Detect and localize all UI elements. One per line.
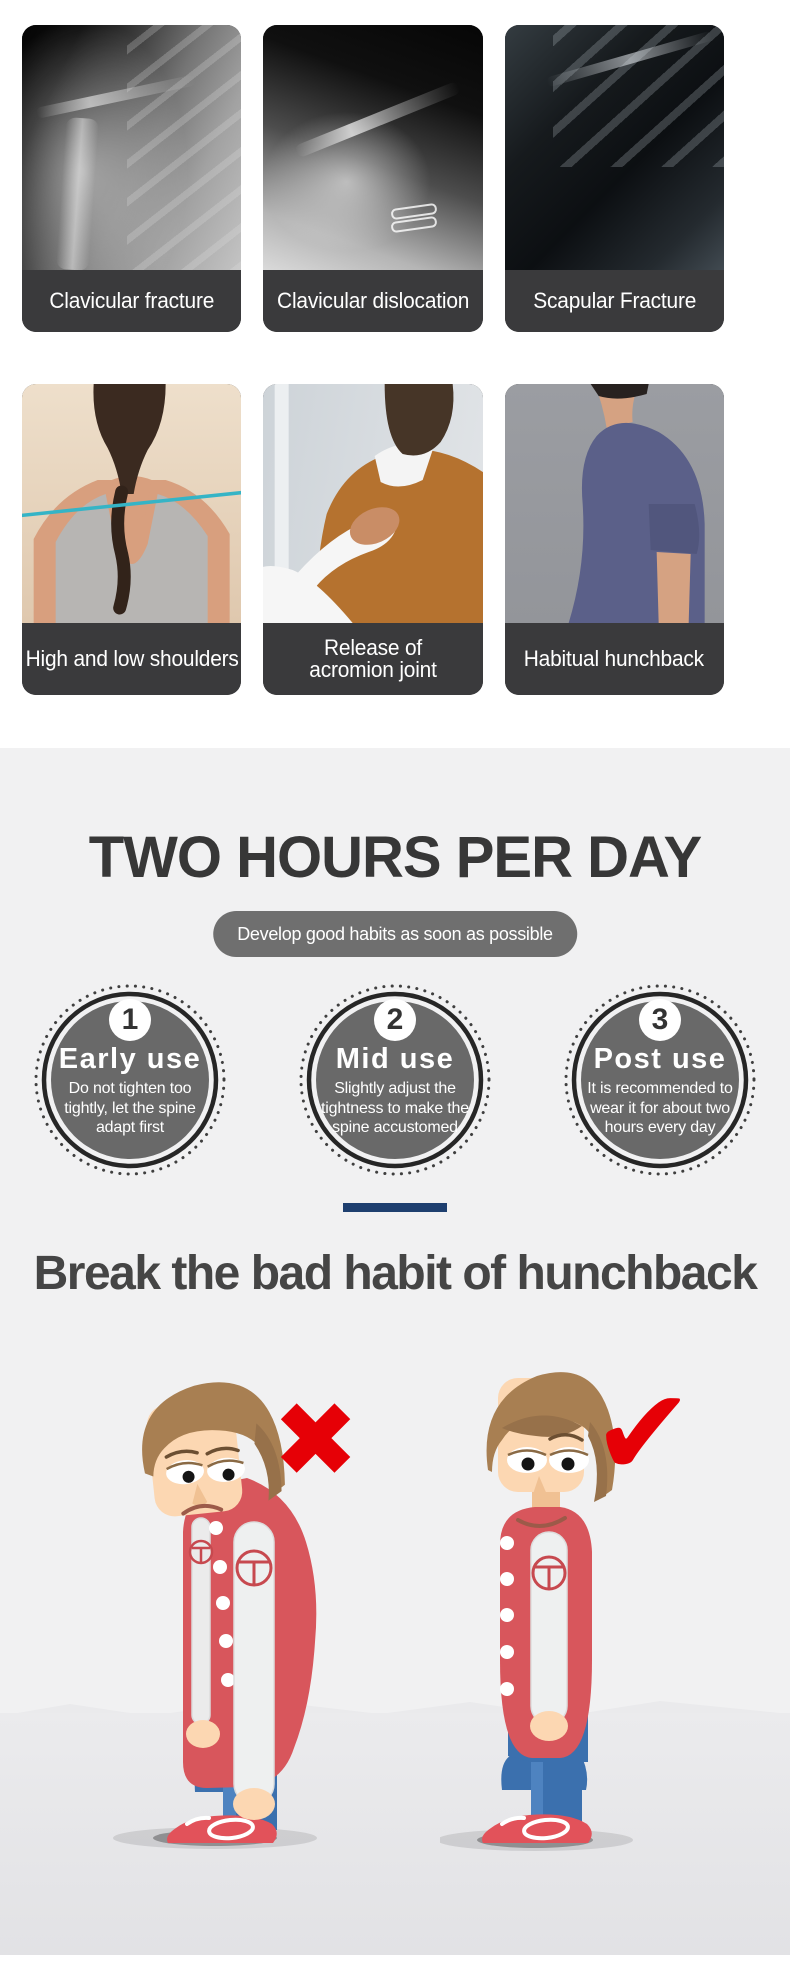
photo-high-low-shoulders — [22, 384, 241, 623]
hunched-man-photo-illustration — [505, 384, 724, 623]
step-title: Early use — [58, 1043, 202, 1075]
step-description: Slightly adjust the tightness to make the spine accustomed — [321, 1080, 469, 1137]
condition-label — [505, 270, 724, 332]
usage-step-3 — [562, 982, 758, 1178]
check-icon: ✔ — [592, 1362, 695, 1504]
usage-steps-row — [32, 982, 758, 1178]
step-description: Do not tighten too tightly, let the spine adapt first — [64, 1080, 196, 1137]
condition-card-scapular-fracture — [505, 25, 724, 332]
condition-label — [22, 623, 241, 695]
condition-label — [263, 270, 482, 332]
step-number-badge: 3 — [639, 999, 681, 1041]
condition-label-text: Habitual hunchback — [524, 645, 705, 671]
xray-clavicular-dislocation-image — [263, 25, 482, 270]
doctor-patient-illustration — [263, 384, 482, 623]
step-description: It is recommended to wear it for about two hours every day — [587, 1080, 733, 1137]
step-number-badge: 2 — [374, 999, 416, 1041]
usage-step-2 — [297, 982, 493, 1178]
condition-card-habitual-hunchback — [505, 384, 724, 695]
rib-streaks — [553, 25, 724, 167]
step-content — [562, 982, 758, 1178]
condition-card-clavicular-fracture — [22, 25, 241, 332]
xray-clavicular-fracture-image — [22, 25, 241, 270]
xray-conditions-row — [22, 25, 724, 332]
humerus-bone-highlight — [56, 117, 99, 270]
condition-card-clavicular-dislocation — [263, 25, 482, 332]
posture-conditions-row — [22, 384, 724, 695]
condition-label-text: Clavicular dislocation — [276, 287, 470, 313]
condition-label-text: Scapular Fracture — [532, 287, 696, 313]
woman-back-illustration — [22, 384, 241, 623]
photo-habitual-hunchback — [505, 384, 724, 623]
step-content — [32, 982, 228, 1178]
condition-label — [505, 623, 724, 695]
habit-heading: Break the bad habit of hunchback — [33, 1247, 757, 1300]
section-divider-bar — [343, 1203, 447, 1212]
step-content — [297, 982, 493, 1178]
condition-label — [22, 270, 241, 332]
step-title: Post use — [593, 1043, 727, 1075]
condition-card-high-low-shoulders — [22, 384, 241, 695]
usage-step-1 — [32, 982, 228, 1178]
usage-badge-text: Develop good habits as soon as possible — [237, 923, 553, 944]
clavicle-bone-highlight — [294, 81, 462, 159]
usage-badge-pill — [213, 911, 577, 957]
condition-label-text: Release of acromion joint — [309, 634, 437, 682]
usage-heading: TWO HOURS PER DAY — [88, 825, 702, 890]
condition-card-acromion-release — [263, 384, 482, 695]
cross-icon: ✖ — [272, 1379, 360, 1501]
photo-acromion-release — [263, 384, 482, 623]
xray-scapular-fracture-image — [505, 25, 724, 270]
condition-label — [263, 623, 482, 695]
rib-streaks — [127, 25, 241, 270]
step-number-badge: 1 — [109, 999, 151, 1041]
condition-label-text: Clavicular fracture — [49, 287, 215, 313]
condition-label-text: High and low shoulders — [25, 645, 239, 671]
step-title: Mid use — [335, 1043, 455, 1075]
